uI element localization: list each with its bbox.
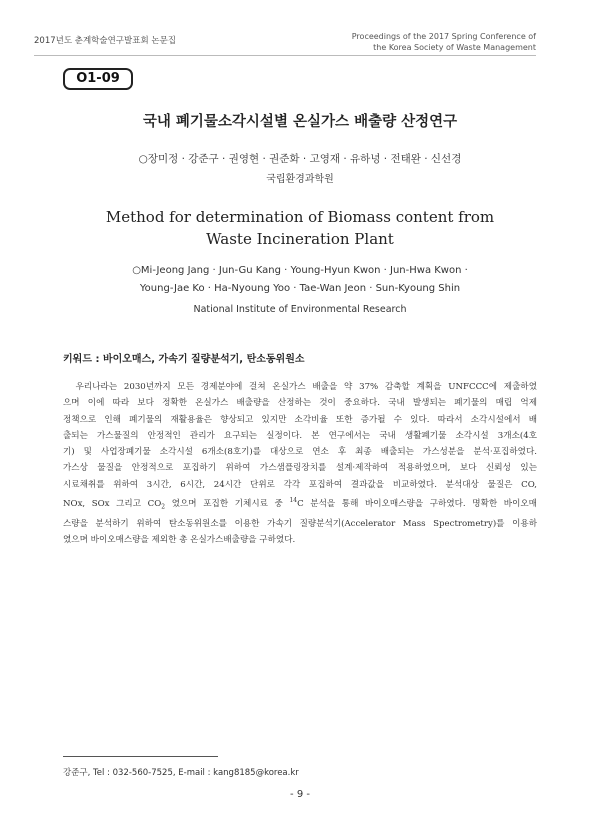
abstract-text: NOx, SOx 그리고 CO xyxy=(63,498,162,509)
affiliation-english: National Institute of Environmental Research xyxy=(193,304,407,315)
abstract-line: 출되는 가스물질의 안정적인 관리가 요구되는 실정이다. 본 연구에서는 국내 생활폐기물 소각시설 3개소(4호 xyxy=(63,430,537,441)
abstract-line xyxy=(63,493,537,516)
title-english-line: Waste Incineration Plant xyxy=(206,230,394,248)
header-right-line: the Korea Society of Waste Management xyxy=(373,43,536,52)
subscript: 2 xyxy=(161,503,166,511)
abstract-text: 였으며 포집한 기체시료 중 xyxy=(165,498,290,509)
keywords xyxy=(63,350,305,365)
authors-korean: ○장미정 · 강준구 · 권영현 · 권준화 · 고영재 · 유하녕 · 전태완 · 신선경 xyxy=(138,153,462,165)
authors-english xyxy=(0,262,600,298)
abstract-line: 가스상 물질을 안정적으로 포집하기 위하여 가스샘플링장치를 설계·제작하여 적용하였으며, 보다 신뢰성 있는 xyxy=(63,463,537,474)
keywords-label: 키워드 : xyxy=(63,354,100,365)
keywords-list: 바이오매스, 가속기 질량분석기, 탄소동위원소 xyxy=(102,354,305,365)
title-english xyxy=(0,206,600,250)
header-right-line: Proceedings of the 2017 Spring Conference of xyxy=(351,32,536,41)
abstract-body xyxy=(63,379,537,549)
authors-english-line: ○Mi-Jeong Jang · Jun-Gu Kang · Young-Hyun Kwon · Jun-Hwa Kwon · xyxy=(132,265,468,276)
abstract-line: 였으며 바이오매스량을 제외한 총 온실가스배출량을 구하였다. xyxy=(63,535,296,546)
abstract-line: 기) 및 사업장폐기물 소각시설 6개소(8호기)를 대상으로 연소 후 최종 배출되는 가스성분을 분석·포집하였다. xyxy=(63,447,537,458)
abstract-line: 으며 이에 따라 보다 정확한 온실가스 배출량을 산정하는 것이 중요하다. 국내 발생되는 폐기물의 매립 억제 xyxy=(63,398,537,409)
abstract-line: 정책으로 인해 폐기물의 재활용율은 향상되고 있지만 소각비율 또한 증가될 수 있다. 따라서 소각시설에서 배 xyxy=(63,414,537,425)
abstract-line: 우리나라는 2030년까지 모든 경제분야에 걸쳐 온실가스 배출을 약 37% 감축할 계획을 UNFCCC에 제출하였 xyxy=(63,382,537,392)
superscript: 14 xyxy=(289,497,298,505)
page-number: - 9 - xyxy=(290,789,310,800)
authors-english-line: Young-Jae Ko · Ha-Nyoung Yoo · Tae-Wan Jeon · Sun-Kyoung Shin xyxy=(139,283,461,294)
footnote-contact: 강준구, Tel : 032-560-7525, E-mail : kang8185@korea.kr xyxy=(63,768,299,778)
abstract-text: C 분석을 통해 바이오매스량을 구하였다. 명확한 바이오매 xyxy=(297,498,537,509)
header-right xyxy=(352,31,536,53)
paper-id-badge: O1-09 xyxy=(63,68,133,90)
footnote-divider xyxy=(63,756,218,757)
affiliation-korean: 국립환경과학원 xyxy=(266,174,334,185)
header-divider xyxy=(34,55,536,56)
title-korean: 국내 폐기물소각시설별 온실가스 배출량 산정연구 xyxy=(142,114,458,130)
abstract-line: 스량을 분석하기 위하여 탄소동위원소를 이용한 가속기 질량분석기(Accelerator Mass Spectrometry)를 이용하 xyxy=(63,518,537,529)
title-english-line: Method for determination of Biomass content from xyxy=(105,208,495,226)
header-left: 2017년도 춘계학술연구발표회 논문집 xyxy=(34,36,176,46)
abstract-line: 시료채취를 위하여 3시간, 6시간, 24시간 단위로 각각 포집하여 결과값을 비교하였다. 분석대상 물질은 CO, xyxy=(63,479,537,490)
